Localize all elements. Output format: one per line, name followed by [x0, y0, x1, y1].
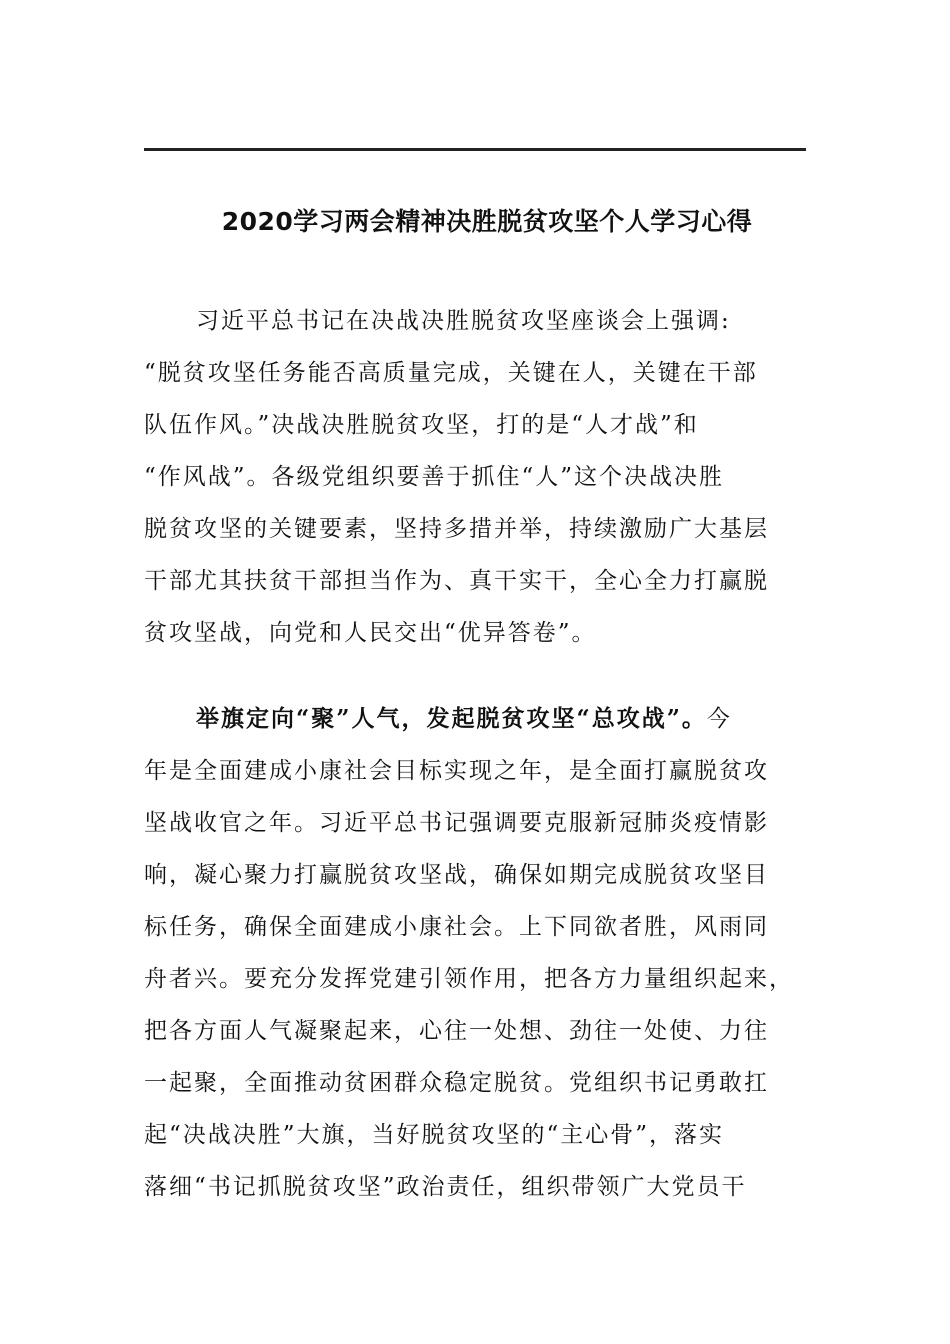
paragraph-2-line-6: 舟者兴。要充分发挥党建引领作用，把各方力量组织起来， [144, 966, 794, 992]
paragraph-2-line-8: 一起聚，全面推动贫困群众稳定脱贫。党组织书记勇敢扛 [144, 1070, 769, 1096]
paragraph-1-line-5: 脱贫攻坚的关键要素，坚持多措并举，持续激励广大基层 [144, 516, 769, 542]
paragraph-2-line-4: 响，凝心聚力打赢脱贫攻坚战，确保如期完成脱贫攻坚目 [144, 862, 769, 888]
paragraph-1-line-7: 贫攻坚战，向党和人民交出“优异答卷”。 [144, 620, 597, 646]
paragraph-1-line-4: “作风战”。各级党组织要善于抓住“人”这个决战决胜 [144, 464, 725, 490]
section-heading: 举旗定向“聚”人气，发起脱贫攻坚“总攻战”。 [196, 705, 707, 732]
paragraph-2-line-9: 起“决战决胜”大旗，当好脱贫攻坚的“主心骨”，落实 [144, 1122, 725, 1148]
paragraph-1-line-1: 习近平总书记在决战决胜脱贫攻坚座谈会上强调: [196, 308, 731, 334]
paragraph-1-line-3: 队伍作风。”决战决胜脱贫攻坚，打的是“人才战”和 [144, 412, 699, 438]
header-rule [144, 148, 806, 151]
paragraph-2-line-5: 标任务，确保全面建成小康社会。上下同欲者胜，风雨同 [144, 914, 769, 940]
paragraph-2-line-3: 坚战收官之年。习近平总书记强调要克服新冠肺炎疫情影 [144, 810, 769, 836]
paragraph-2-line-2: 年是全面建成小康社会目标实现之年，是全面打赢脱贫攻 [144, 758, 769, 784]
paragraph-2-line-1 [196, 693, 876, 745]
paragraph-2-line-10: 落细“书记抓脱贫攻坚”政治责任，组织带领广大党员干 [144, 1174, 747, 1200]
paragraph-2-line-7: 把各方面人气凝聚起来，心往一处想、劲往一处使、力往 [144, 1018, 769, 1044]
document-title: 2020学习两会精神决胜脱贫攻坚个人学习心得 [221, 207, 753, 236]
paragraph-1-line-2: “脱贫攻坚任务能否高质量完成，关键在人，关键在干部 [144, 360, 758, 386]
paragraph-1-line-6: 干部尤其扶贫干部担当作为、真干实干，全心全力打赢脱 [144, 568, 769, 594]
paragraph-2-line-1-tail: 今 [706, 706, 732, 732]
